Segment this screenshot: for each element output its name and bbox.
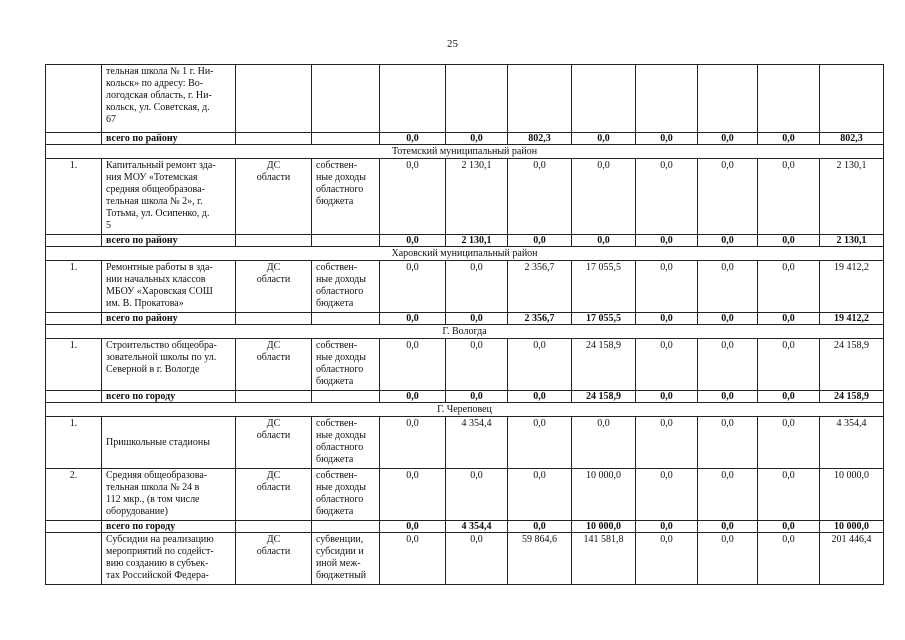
row-number-cell [46,235,102,247]
value-cell: 10 000,0 [820,521,884,533]
section-header-row [46,145,884,159]
value-cell: 19 412,2 [820,261,884,313]
value-cell: 0,0 [698,133,758,145]
customer-cell: ДС области [236,469,312,521]
funding-source-cell: собствен- ные доходы областного бюджета [312,339,380,391]
section-header-row [46,403,884,417]
value-cell: 0,0 [446,133,508,145]
value-cell: 0,0 [380,235,446,247]
value-cell: 2 130,1 [446,159,508,235]
value-cell [380,65,446,133]
value-cell: 24 158,9 [572,339,636,391]
value-cell [572,65,636,133]
value-cell: 0,0 [636,313,698,325]
table-row [46,261,884,313]
section-header-row [46,325,884,339]
value-cell: 0,0 [446,391,508,403]
value-cell: 0,0 [572,159,636,235]
value-cell: 0,0 [636,159,698,235]
value-cell: 10 000,0 [572,521,636,533]
row-number-cell: 1. [46,261,102,313]
value-cell: 0,0 [446,313,508,325]
value-cell: 0,0 [508,417,572,469]
value-cell: 141 581,8 [572,533,636,585]
value-cell: 0,0 [380,313,446,325]
customer-cell: ДС области [236,261,312,313]
customer-cell [236,391,312,403]
value-cell: 0,0 [380,417,446,469]
section-title: Тотемский муниципальный район [46,145,884,159]
row-number-cell [46,133,102,145]
source-cell [312,133,380,145]
value-cell: 0,0 [636,339,698,391]
value-cell: 4 354,4 [446,521,508,533]
value-cell: 0,0 [508,521,572,533]
value-cell [820,65,884,133]
object-name-cell: Ремонтные работы в зда- нии начальных классов МБОУ «Харовская СОШ им. В. Прокатова» [102,261,236,313]
total-row [46,133,884,145]
value-cell [508,65,572,133]
customer-cell [236,313,312,325]
customer-cell [236,235,312,247]
value-cell: 0,0 [698,313,758,325]
funding-source-cell: субвенции, субсидии и иной меж- бюджетный [312,533,380,585]
value-cell: 0,0 [380,159,446,235]
value-cell: 2 130,1 [820,159,884,235]
value-cell: 0,0 [636,261,698,313]
value-cell: 17 055,5 [572,313,636,325]
row-number-cell: 1. [46,417,102,469]
table-row [46,469,884,521]
value-cell: 0,0 [446,339,508,391]
total-row [46,391,884,403]
value-cell: 0,0 [758,235,820,247]
section-title: Г. Череповец [46,403,884,417]
total-row [46,235,884,247]
total-row [46,313,884,325]
object-name-cell: Средняя общеобразова- тельная школа № 24 в 112 мкр., (в том числе оборудование) [102,469,236,521]
row-number-cell: 1. [46,159,102,235]
section-header-row [46,247,884,261]
value-cell: 2 130,1 [820,235,884,247]
value-cell: 201 446,4 [820,533,884,585]
value-cell: 0,0 [758,533,820,585]
value-cell: 59 864,6 [508,533,572,585]
value-cell: 4 354,4 [446,417,508,469]
value-cell: 0,0 [636,469,698,521]
funding-source-cell: собствен- ные доходы областного бюджета [312,159,380,235]
table-row [46,159,884,235]
funding-source-cell: собствен- ные доходы областного бюджета [312,261,380,313]
table-row [46,533,884,585]
value-cell: 0,0 [446,533,508,585]
value-cell: 0,0 [572,417,636,469]
budget-table [45,64,884,585]
value-cell: 0,0 [758,521,820,533]
value-cell: 0,0 [698,521,758,533]
value-cell: 0,0 [758,417,820,469]
value-cell: 0,0 [698,469,758,521]
section-title: Харовский муниципальный район [46,247,884,261]
table-body [46,65,884,585]
page-number: 25 [447,38,458,50]
value-cell: 0,0 [636,235,698,247]
row-number-cell [46,65,102,133]
value-cell: 0,0 [636,533,698,585]
value-cell [698,65,758,133]
value-cell: 0,0 [698,417,758,469]
total-row [46,521,884,533]
value-cell: 0,0 [758,159,820,235]
total-label: всего по городу [102,391,236,403]
value-cell: 0,0 [758,261,820,313]
row-number-cell [46,521,102,533]
total-label: всего по городу [102,521,236,533]
table-row [46,65,884,133]
value-cell: 4 354,4 [820,417,884,469]
value-cell: 0,0 [636,521,698,533]
value-cell: 0,0 [698,391,758,403]
value-cell: 0,0 [508,339,572,391]
section-title: Г. Вологда [46,325,884,339]
value-cell: 0,0 [380,521,446,533]
value-cell: 0,0 [446,261,508,313]
value-cell: 0,0 [758,339,820,391]
value-cell: 0,0 [758,313,820,325]
object-name-cell: Строительство общеобра- зовательной школы по ул. Северной в г. Вологде [102,339,236,391]
source-cell [312,313,380,325]
value-cell: 2 356,7 [508,313,572,325]
value-cell: 24 158,9 [820,391,884,403]
customer-cell: ДС области [236,159,312,235]
table-row [46,417,884,469]
row-number-cell: 2. [46,469,102,521]
customer-cell: ДС области [236,339,312,391]
value-cell: 0,0 [508,235,572,247]
row-number-cell [46,391,102,403]
value-cell: 0,0 [446,469,508,521]
funding-source-cell: собствен- ные доходы областного бюджета [312,469,380,521]
value-cell [758,65,820,133]
customer-cell [236,65,312,133]
table-row [46,339,884,391]
source-cell [312,391,380,403]
value-cell: 0,0 [698,261,758,313]
value-cell [636,65,698,133]
value-cell: 0,0 [380,391,446,403]
value-cell: 17 055,5 [572,261,636,313]
funding-source-cell [312,65,380,133]
value-cell: 10 000,0 [820,469,884,521]
customer-cell: ДС области [236,533,312,585]
value-cell: 0,0 [698,159,758,235]
value-cell: 19 412,2 [820,313,884,325]
source-cell [312,521,380,533]
customer-cell [236,133,312,145]
value-cell: 0,0 [636,417,698,469]
value-cell: 0,0 [380,133,446,145]
object-name-cell: тельная школа № 1 г. Ни- кольск» по адресу: Во- логодская область, г. Ни- кольск, ул. Советская, д. 67 [102,65,236,133]
object-name-cell: Субсидии на реализацию мероприятий по содейст- вию созданию в субъек- тах Российской Федера- [102,533,236,585]
value-cell: 24 158,9 [820,339,884,391]
value-cell: 2 356,7 [508,261,572,313]
value-cell: 0,0 [636,133,698,145]
value-cell: 802,3 [508,133,572,145]
value-cell: 0,0 [380,533,446,585]
total-label: всего по району [102,133,236,145]
row-number-cell [46,313,102,325]
value-cell: 0,0 [380,339,446,391]
value-cell: 0,0 [758,391,820,403]
value-cell: 0,0 [698,235,758,247]
object-name-cell: Капитальный ремонт зда- ния МОУ «Тотемская средняя общеобразова- тельная школа № 2», г. Тотьма, ул. Осипенко, д. 5 [102,159,236,235]
value-cell: 24 158,9 [572,391,636,403]
total-label: всего по району [102,235,236,247]
value-cell: 0,0 [380,469,446,521]
value-cell: 10 000,0 [572,469,636,521]
value-cell: 2 130,1 [446,235,508,247]
funding-source-cell: собствен- ные доходы областного бюджета [312,417,380,469]
value-cell: 0,0 [380,261,446,313]
object-name-cell: Пришкольные стадионы [102,417,236,469]
value-cell: 0,0 [508,391,572,403]
value-cell: 0,0 [698,339,758,391]
value-cell: 0,0 [508,469,572,521]
total-label: всего по району [102,313,236,325]
value-cell: 0,0 [636,391,698,403]
customer-cell: ДС области [236,417,312,469]
source-cell [312,235,380,247]
value-cell: 0,0 [572,133,636,145]
value-cell: 0,0 [508,159,572,235]
row-number-cell [46,533,102,585]
value-cell: 0,0 [758,133,820,145]
customer-cell [236,521,312,533]
value-cell [446,65,508,133]
value-cell: 0,0 [758,469,820,521]
value-cell: 0,0 [572,235,636,247]
value-cell: 0,0 [698,533,758,585]
value-cell: 802,3 [820,133,884,145]
row-number-cell: 1. [46,339,102,391]
